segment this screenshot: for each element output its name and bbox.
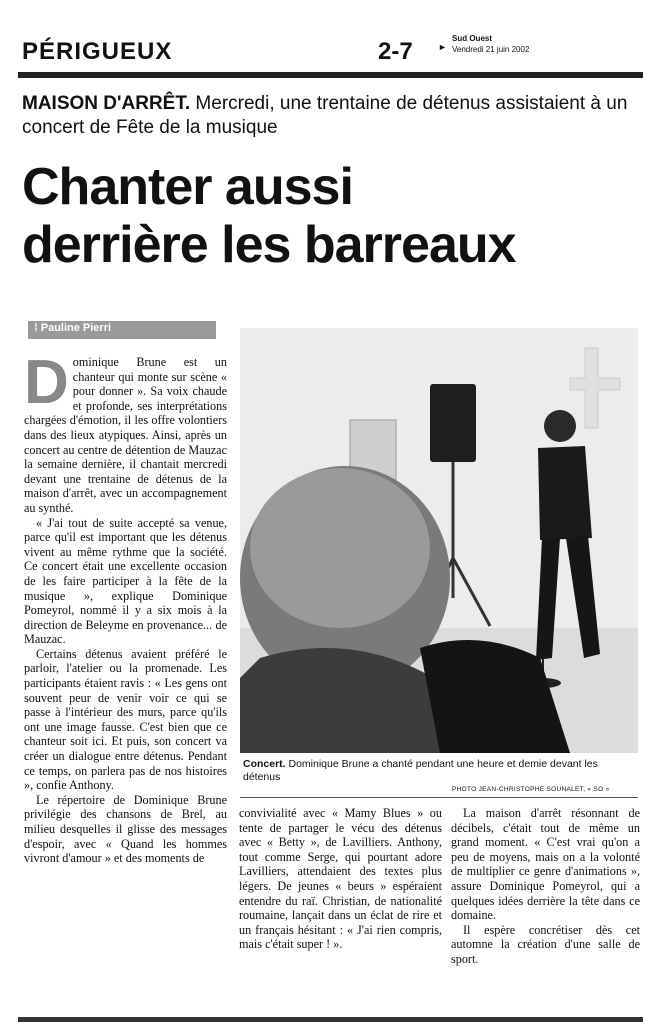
paragraph: convivialité avec « Mamy Blues » ou tente de partager le vécu des détenus avec « Betty », de Lavilliers. Anthony, tout comme Serge, qui pourtant adore Lavilliers, attendaient des textes plus légers. De jeunes « beurs » espéraient entendre du raï. Christian, de nationalité roumaine, lançait dans un éclat de rire et un français hésitant : « J'ai rien compris, mais c'était super ! ». — [239, 806, 442, 952]
paragraph: Il espère concrétiser dès cet automne la création d'une salle de sport. — [451, 922, 640, 966]
caption-text: Dominique Brune a chanté pendant une heure et demie devant les détenus — [243, 758, 598, 783]
concert-photo-drawing — [240, 328, 638, 753]
kicker — [22, 92, 647, 140]
byline-author: Pauline Pierri — [40, 322, 112, 334]
kicker-text: Mercredi, une trentaine de détenus assistaient à un concert de Fête de la musique — [22, 93, 628, 138]
drop-cap: D — [24, 348, 69, 417]
byline: ⁞ Pauline Pierri — [34, 322, 112, 334]
headline-line-1: Chanter aussi — [22, 158, 353, 216]
kicker-label: MAISON D'ARRÊT. — [22, 93, 191, 114]
paragraph: ominique Brune est un chanteur qui monte sur scène « pour donner ». Sa voix chaude et profonde, ses interprétations chargées d'émotion, il les offre volontiers dans des lieux atypiques. Ainsi, après un concert au centre de détention de Mauzac la semaine dernière, il chantait mercredi devant une trentaine de détenus de la maison d'arrêt, avec un accompagnement au synthé. — [24, 355, 227, 515]
article-column-3 — [451, 806, 640, 967]
header-rule — [18, 72, 643, 78]
caption-label: Concert. — [243, 758, 286, 770]
concert-photo — [240, 328, 638, 753]
section-title: PÉRIGUEUX — [22, 38, 173, 65]
photo-credit: PHOTO JEAN-CHRISTOPHE SOUNALET, « SO » — [452, 786, 610, 793]
arrow-icon: ► — [438, 42, 447, 52]
issue-date: Vendredi 21 juin 2002 — [452, 45, 530, 54]
article-column-1 — [24, 348, 227, 866]
article-column-2 — [239, 806, 442, 952]
paragraph: Le répertoire de Dominique Brune privilégie des chansons de Brel, au milieu desquelles il glisse des messages d'espoir, avec « Quand les hommes vivront d'amour » et des moments de — [24, 792, 227, 866]
paragraph: La maison d'arrêt résonnant de décibels, c'était tout de même un grand moment. « C'est vrai qu'on a peu de moyens, mais on a la volonté de multiplier ce genre d'animations », assure Dominique Pomeyrol, qui a quelques idées derrière la tête dans ce domaine. — [451, 806, 640, 923]
photo-caption — [243, 758, 636, 784]
caption-rule — [240, 797, 638, 798]
paragraph: « J'ai tout de suite accepté sa venue, parce qu'il est important que les détenus vivent au même rythme que la société. Ce concert était une excellente occasion de les faire participer à la fête de la musique », explique Dominique Pomeyrol, nommé il y a six mois à la direction de Beleyme en provenance... de Mauzac. — [24, 515, 227, 647]
footer-rule — [18, 1017, 643, 1022]
paragraph: Certains détenus avaient préféré le parloir, l'atelier ou la promenade. Les participants étaient ravis : « Les gens ont souvent peur de venir voir ce qui se passe à l'intérieur des murs, parce qu'ils ont une image fausse. C'est bien que ce chanteur soit ici. Et puis, son concert va créer un dialogue entre détenus. Pendant ce temps, on parlera pas de nos histoires », confie Anthony. — [24, 646, 227, 793]
newspaper-name: Sud Ouest — [452, 34, 493, 43]
headline — [22, 158, 647, 274]
headline-line-2: derrière les barreaux — [22, 216, 516, 274]
page-number: 2-7 — [378, 38, 413, 65]
